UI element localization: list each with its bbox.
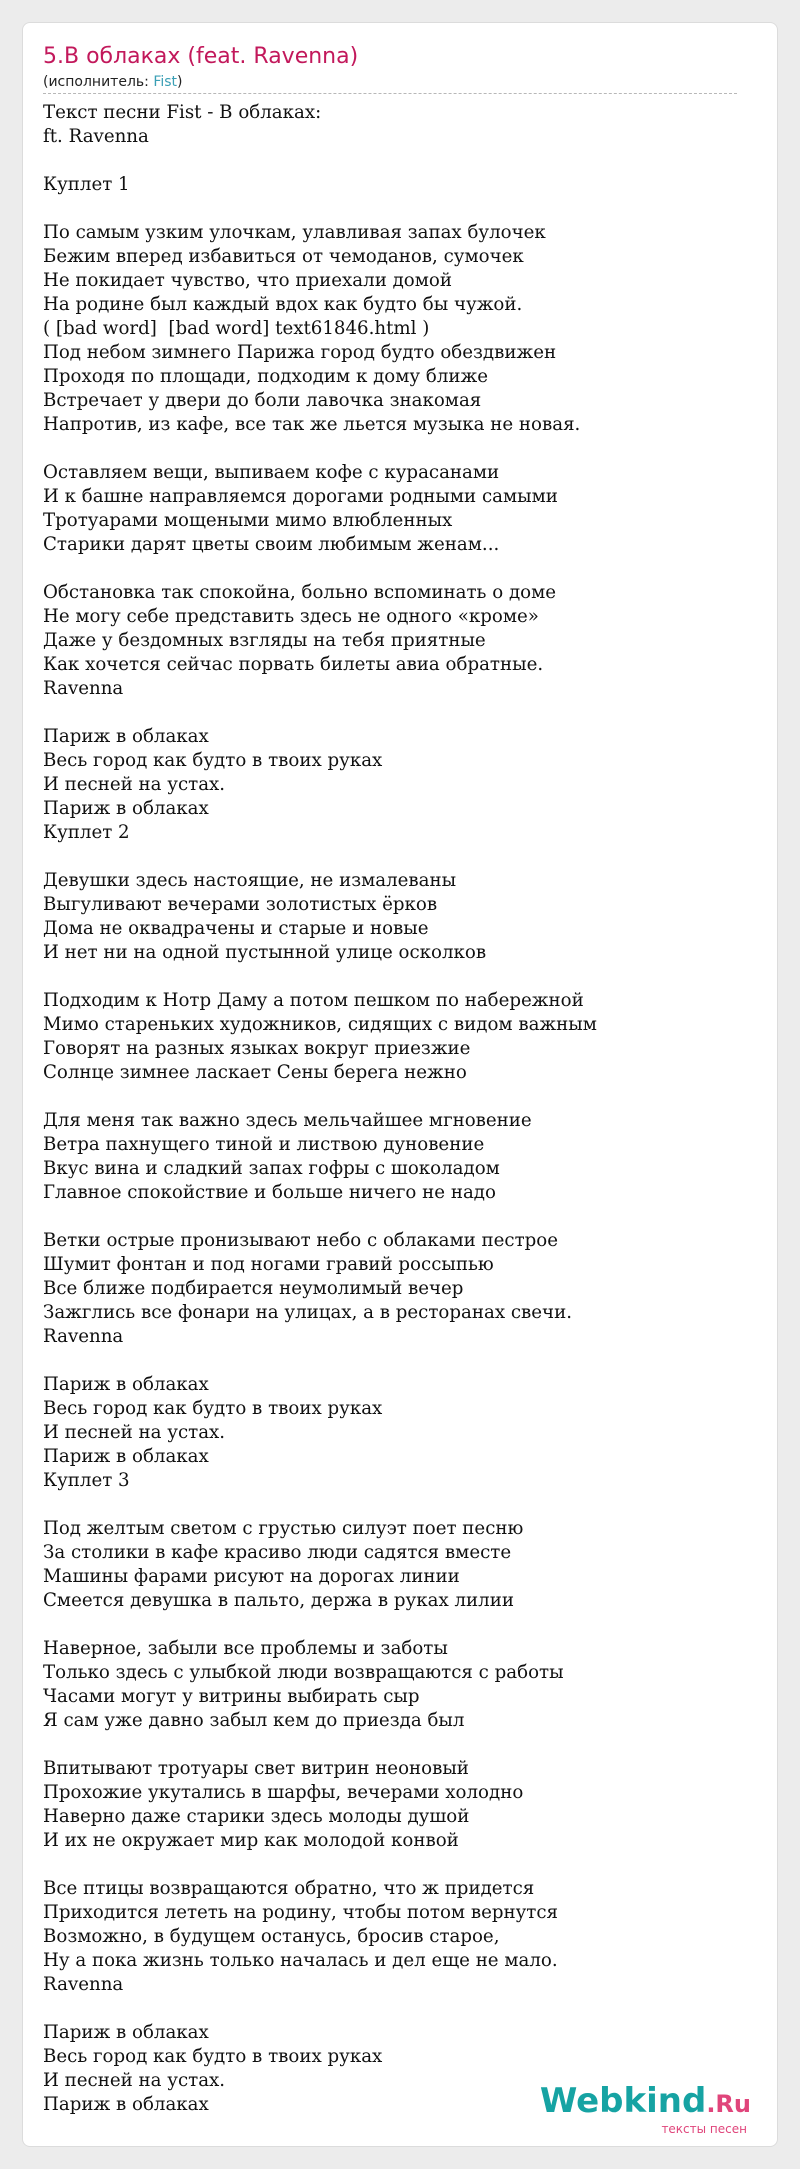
lyric-line: Часами могут у витрины выбирать сыр (43, 1686, 420, 1707)
lyric-line: Как хочется сейчас порвать билеты авиа обратные. (43, 654, 544, 675)
lyric-blank-line (43, 701, 753, 725)
lyric-line: По самым узким улочкам, улавливая запах булочек (43, 222, 546, 243)
lyric-line: Смеется девушка в пальто, держа в руках лилии (43, 1590, 514, 1611)
lyric-line: Текст песни Fist - В облаках: (43, 102, 322, 123)
lyric-blank-line (43, 1997, 753, 2021)
lyric-line: И нет ни на одной пустынной улице осколков (43, 942, 487, 963)
lyric-blank-line (43, 1853, 753, 1877)
lyric-line: Возможно, в будущем останусь, бросив старое, (43, 1926, 500, 1947)
lyric-line: Куплет 3 (43, 1470, 130, 1491)
lyric-line: Проходя по площади, подходим к дому ближе (43, 366, 488, 387)
lyric-line: И песней на устах. (43, 1422, 226, 1443)
lyric-line: Обстановка так спокойна, больно вспоминать о доме (43, 582, 557, 603)
artist-suffix: ) (177, 74, 183, 90)
lyric-line: Париж в облаках (43, 1374, 209, 1395)
lyric-line: Ну а пока жизнь только началась и дел еще не мало. (43, 1950, 558, 1971)
lyric-blank-line (43, 437, 753, 461)
lyric-line: Мимо старeньких художников, сидящих с видом важным (43, 1014, 597, 1035)
lyric-line: Приходится лететь на родину, чтобы потом вернутся (43, 1902, 559, 1923)
lyric-blank-line (43, 965, 753, 989)
lyric-blank-line (43, 197, 753, 221)
lyric-line: Бежим вперед избавиться от чемоданов, сумочек (43, 246, 524, 267)
lyric-line: Дома не оквадрачены и старые и новые (43, 918, 429, 939)
logo-wordmark (540, 2083, 751, 2122)
lyric-line: Выгуливают вечерами золотистых ёрков (43, 894, 438, 915)
lyric-line: Прохожие укутались в шарфы, вечерами холодно (43, 1782, 524, 1803)
logo-tagline: тексты песен (661, 2122, 747, 2136)
lyric-blank-line (43, 557, 753, 581)
lyric-line: Ветра пахнущего тиной и листвою дуновение (43, 1134, 485, 1155)
lyric-line: Не покидает чувство, что приехали домой (43, 270, 452, 291)
lyric-line: Встречает у двери до боли лавочка знакомая (43, 390, 482, 411)
lyric-line: Париж в облаках (43, 2022, 209, 2043)
lyric-blank-line (43, 149, 753, 173)
lyric-line: Весь город как будто в твоих руках (43, 1398, 383, 1419)
lyric-blank-line (43, 1349, 753, 1373)
lyric-line: Тротуарами мощеными мимо влюбленных (43, 510, 453, 531)
lyric-line: Напротив, из кафе, все так же льется музыка не новая. (43, 414, 581, 435)
lyric-line: Для меня так важно здесь мельчайшее мгновение (43, 1110, 532, 1131)
lyric-line: Оставляем вещи, выпиваем кофе с курасанами (43, 462, 500, 483)
lyric-line: Зажглись все фонари на улицах, а в ресторанах свечи. (43, 1302, 572, 1323)
logo-brand: Webkind (539, 2081, 707, 2121)
artist-link[interactable]: Fist (153, 74, 178, 90)
lyric-line: Весь город как будто в твоих руках (43, 2046, 383, 2067)
lyric-line: Даже у бездомных взгляды на тебя приятные (43, 630, 486, 651)
lyric-line: Под желтым светом с грустью силуэт поет песню (43, 1518, 524, 1539)
lyric-line: Ravenna (43, 678, 124, 699)
lyric-line: Париж в облаках (43, 798, 209, 819)
lyric-line: Машины фарами рисуют на дорогах линии (43, 1566, 460, 1587)
webkind-logo[interactable] (540, 2083, 751, 2135)
lyric-line: Не могу себе представить здесь не одного «кроме» (43, 606, 539, 627)
lyric-line: Впитывают тротуары свет витрин неоновый (43, 1758, 469, 1779)
lyric-line: И песней на устах. (43, 2070, 226, 2091)
lyric-line: Девушки здесь настоящие, не измалеваны (43, 870, 457, 891)
lyric-line: Весь город как будто в твоих руках (43, 750, 383, 771)
lyric-line: Говорят на разных языках вокруг приезжие (43, 1038, 471, 1059)
lyric-line: И их не окружает мир как молодой конвой (43, 1830, 459, 1851)
lyric-line: ft. Ravenna (43, 126, 149, 147)
lyric-line: И к башне направляемся дорогами родными самыми (43, 486, 558, 507)
lyric-line: Все ближе подбирается неумолимый вечер (43, 1278, 464, 1299)
lyric-line: Ravenna (43, 1326, 124, 1347)
lyric-line: Куплет 1 (43, 174, 130, 195)
lyric-line: Париж в облаках (43, 1446, 209, 1467)
title-divider (43, 93, 737, 94)
lyric-line: Ravenna (43, 1974, 124, 1995)
lyric-line: Я сам уже давно забыл кем до приезда был (43, 1710, 465, 1731)
lyric-line: Под небом зимнего Парижа город будто обездвижен (43, 342, 557, 363)
lyric-line: Только здесь с улыбкой люди возвращаются с работы (43, 1662, 564, 1683)
lyrics-text (43, 101, 753, 2117)
lyric-line: Наверное, забыли все проблемы и заботы (43, 1638, 448, 1659)
lyric-line: Старики дарят цветы своим любимым женам... (43, 534, 500, 555)
lyric-blank-line (43, 1085, 753, 1109)
lyric-line: Париж в облаках (43, 2094, 209, 2115)
logo-tld: .Ru (706, 2090, 751, 2118)
lyric-blank-line (43, 1613, 753, 1637)
lyric-line: Париж в облаках (43, 726, 209, 747)
lyric-line: Вкус вина и сладкий запах гофры с шоколадом (43, 1158, 500, 1179)
lyric-line: Наверно даже старики здесь молоды душой (43, 1806, 470, 1827)
artist-prefix: (исполнитель: (43, 74, 154, 90)
lyric-blank-line (43, 1205, 753, 1229)
song-title: 5.В облаках (feat. Ravenna) (43, 44, 359, 69)
lyric-line: Подходим к Нотр Даму а потом пешком по набережной (43, 990, 584, 1011)
lyric-line: ( [bad word] [bad word] text61846.html ) (43, 318, 430, 339)
lyric-line: Шумит фонтан и под ногами гравий россыпью (43, 1254, 494, 1275)
lyric-line: И песней на устах. (43, 774, 226, 795)
lyric-line: Солнце зимнее ласкает Сены берега нежно (43, 1062, 467, 1083)
lyric-line: Главное спокойствие и больше ничего не надо (43, 1182, 496, 1203)
lyric-line: Ветки острые пронизывают небо с облаками пестрое (43, 1230, 559, 1251)
lyrics-card (22, 22, 778, 2147)
lyric-blank-line (43, 845, 753, 869)
lyric-line: На родине был каждый вдох как будто бы чужой. (43, 294, 523, 315)
lyric-line: За столики в кафе красиво люди садятся вместе (43, 1542, 512, 1563)
lyric-line: Куплет 2 (43, 822, 130, 843)
lyric-blank-line (43, 1733, 753, 1757)
lyric-blank-line (43, 1493, 753, 1517)
lyric-line: Все птицы возвращаются обратно, что ж придется (43, 1878, 535, 1899)
artist-line (43, 73, 183, 91)
